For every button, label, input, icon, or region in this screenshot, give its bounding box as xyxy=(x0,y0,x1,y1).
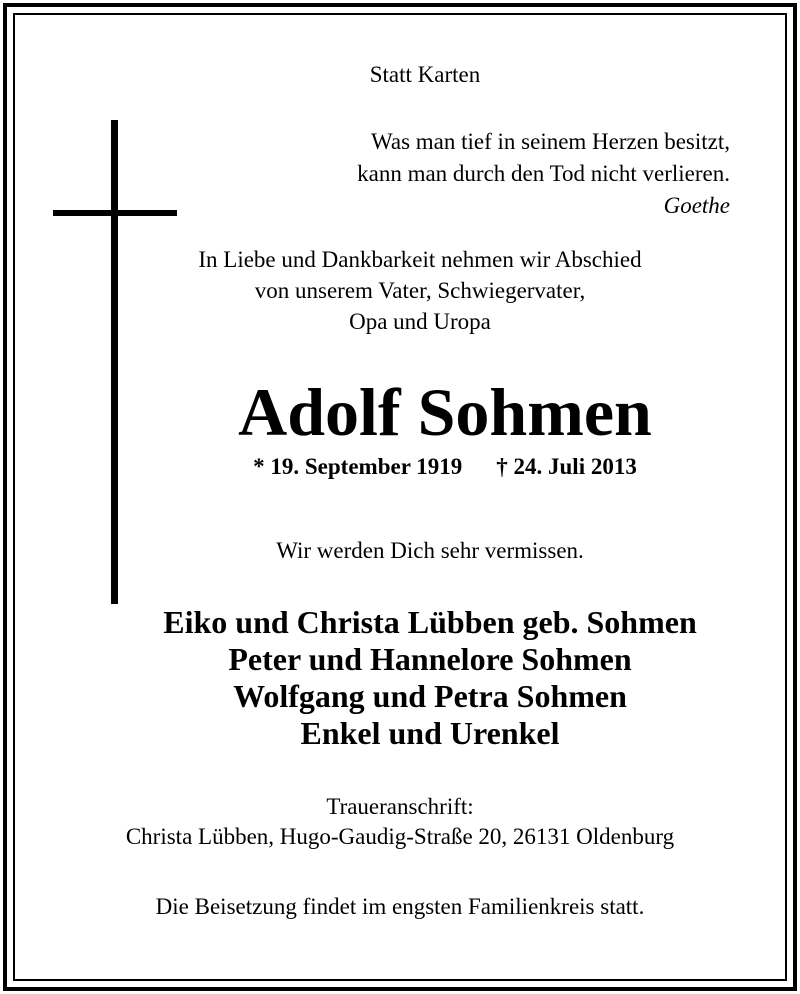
family-list xyxy=(60,604,800,752)
life-dates xyxy=(190,452,700,482)
quote-line: kann man durch den Tod nicht verlieren. xyxy=(357,161,730,186)
mourning-address-value: Christa Lübben, Hugo-Gaudig-Straße 20, 26131 Oldenburg xyxy=(125,824,675,849)
quote-line: Was man tief in seinem Herzen besitzt, xyxy=(371,129,730,154)
mourning-address xyxy=(20,792,780,852)
family-member: Wolfgang und Petra Sohmen xyxy=(233,678,627,714)
quote-author: Goethe xyxy=(663,193,730,218)
birth-date: * 19. September 1919 xyxy=(253,454,463,479)
family-member: Eiko und Christa Lübben geb. Sohmen xyxy=(163,604,697,640)
intro-line: Opa und Uropa xyxy=(349,309,491,334)
burial-note: Die Beisetzung findet im engsten Familienkreis statt. xyxy=(155,894,645,919)
intro-line: von unserem Vater, Schwiegervater, xyxy=(254,278,586,303)
deceased-name: Adolf Sohmen xyxy=(238,374,652,450)
intro-line: In Liebe und Dankbarkeit nehmen wir Abschied xyxy=(198,247,642,272)
mourning-address-label: Traueranschrift: xyxy=(326,794,474,819)
family-member: Enkel und Urenkel xyxy=(300,715,560,751)
cross-icon-vertical-bar xyxy=(111,120,118,604)
farewell-text: Wir werden Dich sehr vermissen. xyxy=(276,538,584,563)
header-statt-karten: Statt Karten xyxy=(369,62,481,87)
quote-block xyxy=(170,126,730,222)
intro-text xyxy=(130,244,710,337)
death-date: † 24. Juli 2013 xyxy=(496,454,637,479)
cross-icon-horizontal-bar xyxy=(53,210,177,216)
family-member: Peter und Hannelore Sohmen xyxy=(228,641,632,677)
